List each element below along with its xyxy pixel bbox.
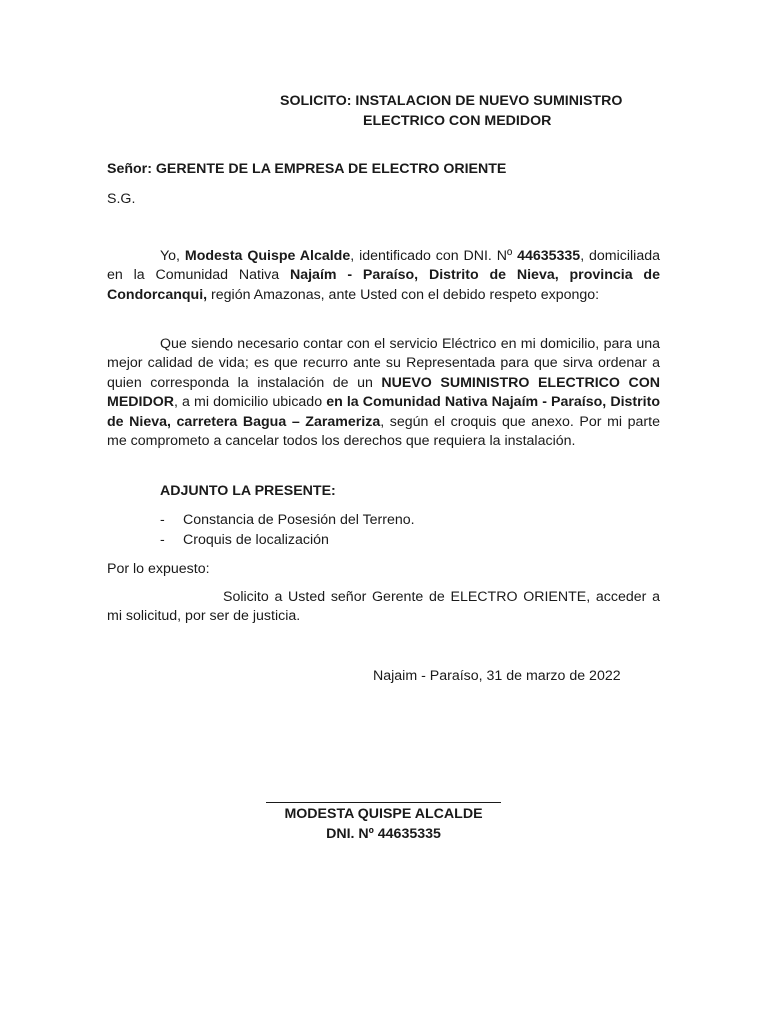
p2-text-2: , a mi domicilio ubicado xyxy=(174,394,327,411)
p2-text-1: Que siendo necesario contar con el servicio Eléctrico en mi domicilio, para una mejor calidad de vida; es que recurro ante su Representada para que sirva ordenar a quien corresponda la instalación de un xyxy=(107,336,660,391)
list-item-text: Croquis de localización xyxy=(183,532,329,548)
attachments-heading: ADJUNTO LA PRESENTE: xyxy=(160,483,336,499)
list-dash: - xyxy=(160,532,165,548)
signature-line xyxy=(266,802,501,803)
paragraph-identification xyxy=(107,247,660,305)
addressee: Señor: GERENTE DE LA EMPRESA DE ELECTRO ORIENTE xyxy=(107,161,507,177)
subject-line-2: ELECTRICO CON MEDIDOR xyxy=(363,113,552,129)
list-item-text: Constancia de Posesión del Terreno. xyxy=(183,512,415,528)
applicant-place: Najaím - Paraíso, Distrito de Nieva, provincia de Condorcanqui, xyxy=(107,267,660,303)
date-line: Najaim - Paraíso, 31 de marzo de 2022 xyxy=(373,668,621,684)
applicant-dni: 44635335 xyxy=(517,248,581,264)
paragraph-request-body xyxy=(107,335,660,451)
closing-intro: Por lo expuesto: xyxy=(107,561,210,577)
applicant-name: Modesta Quispe Alcalde xyxy=(184,248,351,264)
p1-text-3: , domiciliada en la Comunidad Nativa xyxy=(107,248,661,284)
paragraph-final-request xyxy=(107,588,660,627)
p1-text-1: Yo, xyxy=(160,248,185,264)
subject-heading xyxy=(280,91,655,131)
attachments-list xyxy=(160,510,415,550)
p1-text-4: región Amazonas, ante Usted con el debido respeto expongo: xyxy=(207,286,600,303)
signature-name: MODESTA QUISPE ALCALDE xyxy=(284,806,483,822)
subject-line-1: SOLICITO: INSTALACION DE NUEVO SUMINISTRO xyxy=(280,93,623,109)
salutation: S.G. xyxy=(107,191,136,207)
p2-text-3: , según el croquis que anexo. Por mi parte me comprometo a cancelar todos los derechos que requiera la instalación. xyxy=(107,413,660,450)
service-address: en la Comunidad Nativa Najaím - Paraíso, Distrito de Nieva, carretera Bagua – Zarameriza xyxy=(107,394,661,430)
p1-text-2: , identificado con DNI. Nº xyxy=(350,248,518,264)
request-text: Solicito a Usted señor Gerente de ELECTRO ORIENTE, acceder a mi solicitud, por ser de justicia. xyxy=(107,589,660,625)
list-item xyxy=(160,530,415,550)
service-requested: NUEVO SUMINISTRO ELECTRICO CON MEDIDOR xyxy=(107,374,660,411)
list-item xyxy=(160,510,415,530)
signature-dni: DNI. Nº 44635335 xyxy=(326,826,441,842)
list-dash: - xyxy=(160,512,165,528)
